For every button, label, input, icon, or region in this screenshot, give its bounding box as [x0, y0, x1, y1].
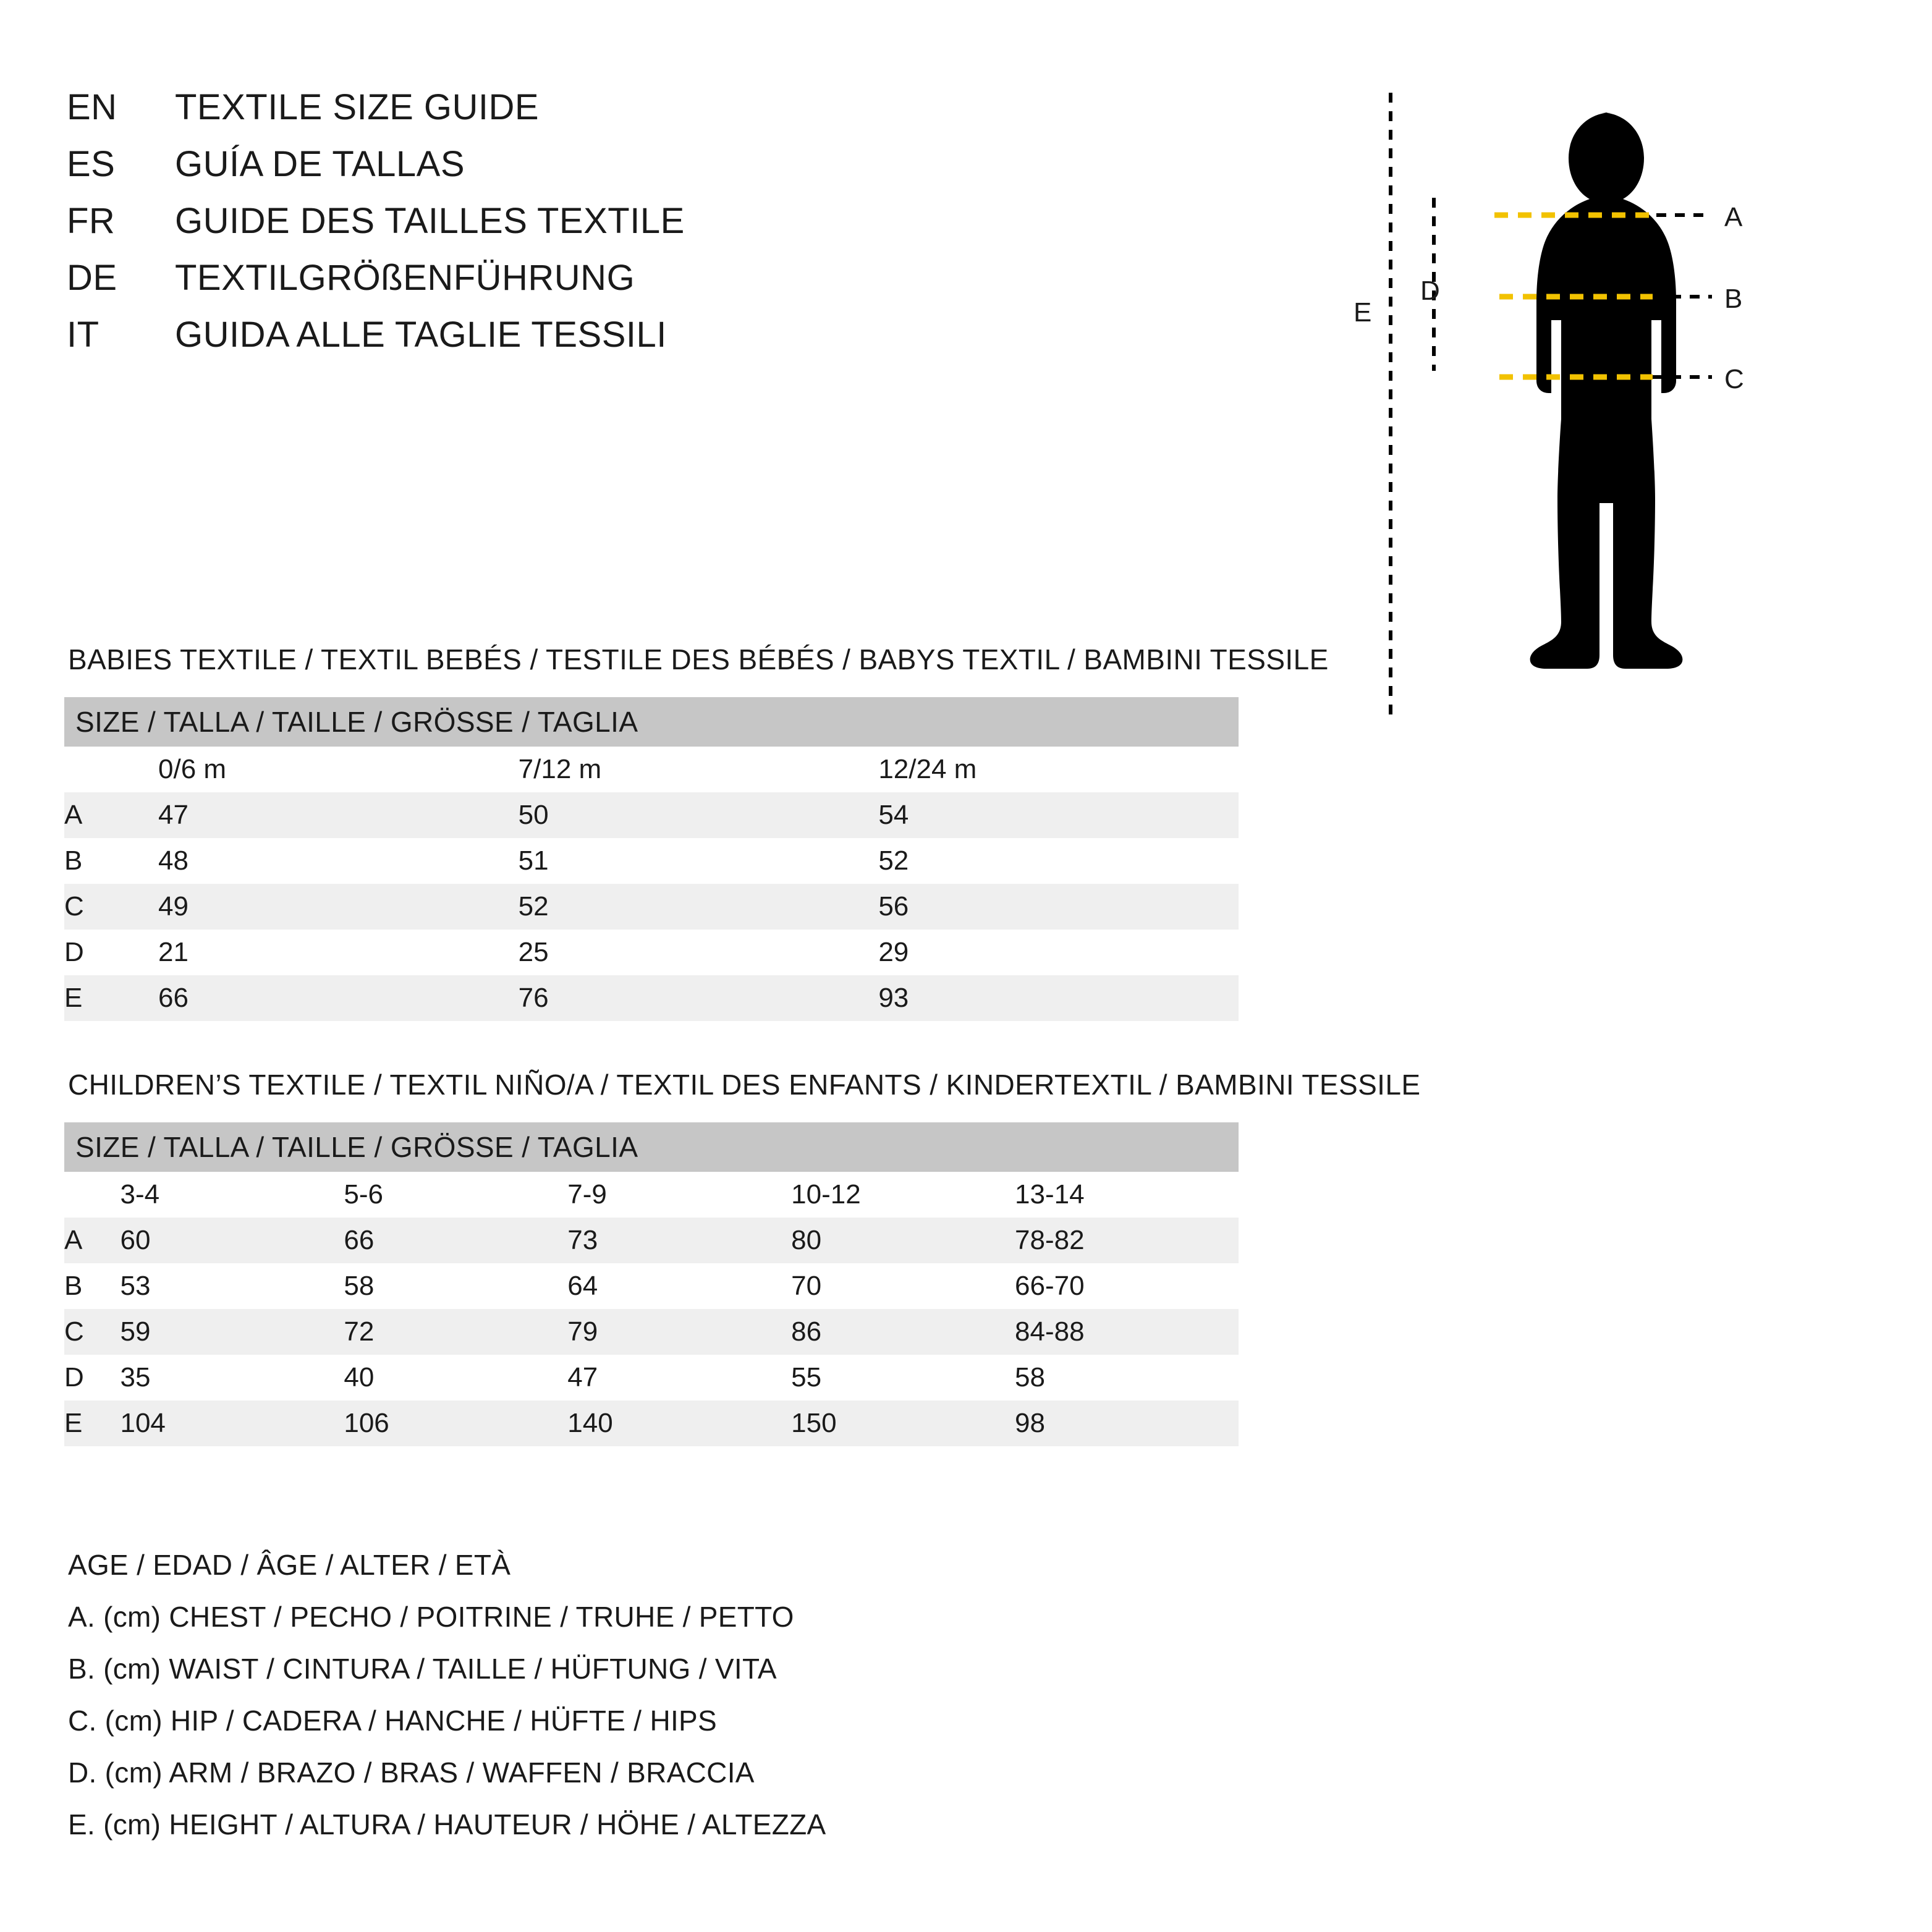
legend-line-b: B. (cm) WAIST / CINTURA / TAILLE / HÜFTUNG / VITA	[68, 1653, 777, 1685]
children-cell-a-0: 60	[120, 1218, 344, 1263]
language-code-it: IT	[67, 315, 100, 355]
children-cell-d-2: 47	[567, 1355, 791, 1400]
language-code-en: EN	[67, 87, 117, 127]
figure-label-e: E	[1354, 297, 1372, 328]
figure-label-b: B	[1724, 284, 1743, 314]
children-cell-b-0: 53	[120, 1263, 344, 1309]
language-title-block	[67, 87, 1241, 371]
table-row	[64, 930, 1239, 975]
language-text-it: GUIDA ALLE TAGLIE TESSILI	[175, 315, 667, 355]
children-cell-d-4: 58	[1015, 1355, 1239, 1400]
children-cell-e-4: 98	[1015, 1400, 1239, 1446]
babies-cell-d-1: 25	[519, 930, 879, 975]
children-cell-c-2: 79	[567, 1309, 791, 1355]
children-cell-d-0: 35	[120, 1355, 344, 1400]
spacer-cell	[64, 1172, 120, 1218]
legend-line-a: A. (cm) CHEST / PECHO / POITRINE / TRUHE / PETTO	[68, 1601, 794, 1633]
figure-label-c: C	[1724, 364, 1744, 394]
language-row-it	[67, 314, 1241, 371]
babies-cell-e-2: 93	[878, 975, 1239, 1021]
babies-row-label-c: C	[64, 884, 158, 930]
children-cell-a-4: 78-82	[1015, 1218, 1239, 1263]
language-code-fr: FR	[67, 201, 116, 241]
table-header-row	[64, 1122, 1239, 1172]
children-cell-c-0: 59	[120, 1309, 344, 1355]
babies-column-1: 7/12 m	[519, 747, 879, 792]
children-column-0: 3-4	[120, 1172, 344, 1218]
children-cell-a-3: 80	[791, 1218, 1015, 1263]
babies-column-2: 12/24 m	[878, 747, 1239, 792]
children-cell-d-3: 55	[791, 1355, 1015, 1400]
children-cell-a-2: 73	[567, 1218, 791, 1263]
children-cell-d-1: 40	[344, 1355, 567, 1400]
table-row	[64, 1400, 1239, 1446]
children-cell-b-4: 66-70	[1015, 1263, 1239, 1309]
figure-label-d: D	[1420, 276, 1440, 306]
babies-column-0: 0/6 m	[158, 747, 519, 792]
children-column-row	[64, 1172, 1239, 1218]
babies-cell-c-1: 52	[519, 884, 879, 930]
table-row	[64, 792, 1239, 838]
language-row-fr	[67, 200, 1241, 257]
babies-table-header: SIZE / TALLA / TAILLE / GRÖSSE / TAGLIA	[64, 697, 1239, 747]
children-cell-b-1: 58	[344, 1263, 567, 1309]
language-text-es: GUÍA DE TALLAS	[175, 144, 465, 184]
babies-cell-b-0: 48	[158, 838, 519, 884]
babies-cell-c-0: 49	[158, 884, 519, 930]
legend-line-age: AGE / EDAD / ÂGE / ALTER / ETÀ	[68, 1549, 511, 1581]
language-text-en: TEXTILE SIZE GUIDE	[175, 87, 540, 127]
children-cell-c-1: 72	[344, 1309, 567, 1355]
language-row-de	[67, 257, 1241, 314]
language-text-de: TEXTILGRÖßENFÜHRUNG	[175, 258, 635, 298]
children-row-label-e: E	[64, 1400, 120, 1446]
babies-column-row	[64, 747, 1239, 792]
babies-cell-c-2: 56	[878, 884, 1239, 930]
babies-cell-b-1: 51	[519, 838, 879, 884]
babies-cell-b-2: 52	[878, 838, 1239, 884]
language-code-es: ES	[67, 144, 116, 184]
children-row-label-c: C	[64, 1309, 120, 1355]
language-text-fr: GUIDE DES TAILLES TEXTILE	[175, 201, 685, 241]
babies-cell-a-2: 54	[878, 792, 1239, 838]
spacer-cell	[64, 747, 158, 792]
children-cell-e-1: 106	[344, 1400, 567, 1446]
child-silhouette-icon	[1530, 112, 1683, 669]
guide-line-e	[1354, 93, 1391, 717]
babies-row-label-e: E	[64, 975, 158, 1021]
babies-section-title: BABIES TEXTILE / TEXTIL BEBÉS / TESTILE DES BÉBÉS / BABYS TEXTIL / BAMBINI TESSILE	[68, 643, 1329, 676]
children-row-label-b: B	[64, 1263, 120, 1309]
children-column-3: 10-12	[791, 1172, 1015, 1218]
children-cell-b-2: 64	[567, 1263, 791, 1309]
table-header-row	[64, 697, 1239, 747]
babies-row-label-d: D	[64, 930, 158, 975]
table-row	[64, 838, 1239, 884]
babies-row-label-a: A	[64, 792, 158, 838]
children-cell-c-4: 84-88	[1015, 1309, 1239, 1355]
children-cell-b-3: 70	[791, 1263, 1015, 1309]
babies-cell-e-0: 66	[158, 975, 519, 1021]
babies-cell-a-0: 47	[158, 792, 519, 838]
children-cell-e-3: 150	[791, 1400, 1015, 1446]
children-column-4: 13-14	[1015, 1172, 1239, 1218]
legend-line-d: D. (cm) ARM / BRAZO / BRAS / WAFFEN / BRACCIA	[68, 1756, 755, 1789]
table-row	[64, 1309, 1239, 1355]
children-column-2: 7-9	[567, 1172, 791, 1218]
guide-line-d	[1420, 198, 1440, 371]
children-cell-e-0: 104	[120, 1400, 344, 1446]
language-row-en	[67, 87, 1241, 143]
babies-cell-d-2: 29	[878, 930, 1239, 975]
table-row	[64, 975, 1239, 1021]
children-row-label-a: A	[64, 1218, 120, 1263]
children-row-label-d: D	[64, 1355, 120, 1400]
table-row	[64, 1263, 1239, 1309]
table-row	[64, 1355, 1239, 1400]
children-cell-c-3: 86	[791, 1309, 1015, 1355]
children-size-table	[64, 1122, 1239, 1446]
language-code-de: DE	[67, 258, 117, 298]
babies-cell-a-1: 50	[519, 792, 879, 838]
children-column-1: 5-6	[344, 1172, 567, 1218]
legend-line-e: E. (cm) HEIGHT / ALTURA / HAUTEUR / HÖHE / ALTEZZA	[68, 1808, 826, 1841]
table-row	[64, 884, 1239, 930]
language-row-es	[67, 143, 1241, 200]
babies-cell-e-1: 76	[519, 975, 879, 1021]
measurement-legend	[68, 1539, 1304, 1850]
babies-row-label-b: B	[64, 838, 158, 884]
children-section-title: CHILDREN’S TEXTILE / TEXTIL NIÑO/A / TEXTIL DES ENFANTS / KINDERTEXTIL / BAMBINI TESSILE	[68, 1069, 1421, 1101]
children-cell-a-1: 66	[344, 1218, 567, 1263]
babies-cell-d-0: 21	[158, 930, 519, 975]
figure-label-a: A	[1724, 202, 1743, 232]
children-table-header: SIZE / TALLA / TAILLE / GRÖSSE / TAGLIA	[64, 1122, 1239, 1172]
legend-line-c: C. (cm) HIP / CADERA / HANCHE / HÜFTE / HIPS	[68, 1705, 718, 1737]
measurement-figure	[1354, 80, 1873, 766]
children-cell-e-2: 140	[567, 1400, 791, 1446]
table-row	[64, 1218, 1239, 1263]
babies-size-table	[64, 697, 1239, 1021]
